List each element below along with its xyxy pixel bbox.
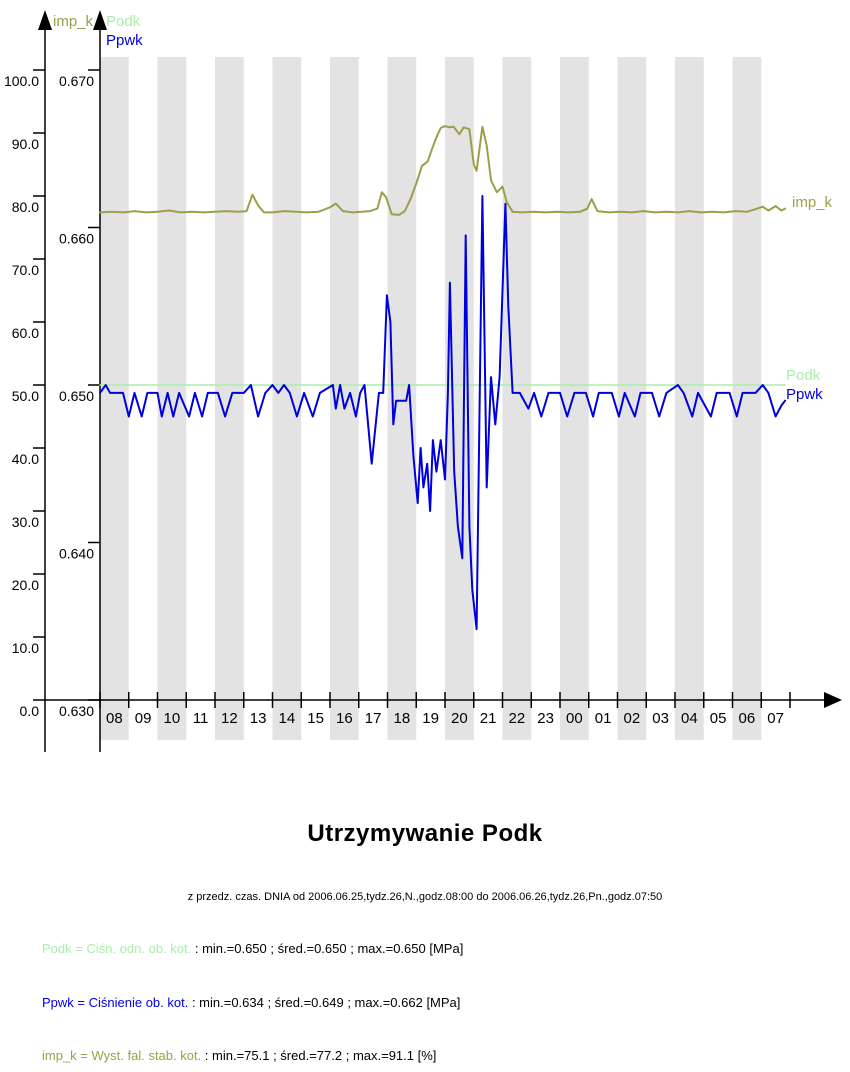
svg-text:imp_k: imp_k xyxy=(53,13,94,30)
svg-text:19: 19 xyxy=(422,710,439,727)
chart-subtitle: z przedz. czas. DNIA od 2006.06.25,tydz.26,N.,godz.08:00 do 2006.06.26,tydz.26,Pn.,godz.07:50 xyxy=(187,891,663,903)
svg-text:imp_k: imp_k xyxy=(792,194,833,211)
svg-text:03: 03 xyxy=(652,710,669,727)
svg-text:22: 22 xyxy=(508,710,526,727)
legend-podk-label: Podk = Ciśn. odn. ob. kot. xyxy=(42,941,192,956)
svg-text:70.0: 70.0 xyxy=(11,262,39,278)
svg-text:0.670: 0.670 xyxy=(58,73,94,89)
svg-text:90.0: 90.0 xyxy=(11,136,39,152)
svg-text:0.650: 0.650 xyxy=(58,388,94,404)
svg-text:11: 11 xyxy=(192,710,209,727)
legend-line-ppwk xyxy=(42,995,802,1010)
svg-text:14: 14 xyxy=(278,710,296,727)
svg-text:21: 21 xyxy=(479,710,497,727)
svg-text:10: 10 xyxy=(163,710,181,727)
svg-text:50.0: 50.0 xyxy=(11,388,39,404)
svg-text:Podk: Podk xyxy=(786,367,821,384)
svg-text:40.0: 40.0 xyxy=(11,451,39,467)
legend-ppwk-stats: : min.=0.634 ; śred.=0.649 ; max.=0.662 [MPa] xyxy=(188,995,461,1010)
svg-text:00: 00 xyxy=(566,710,583,727)
svg-text:18: 18 xyxy=(393,710,411,727)
legend-impk-label: imp_k = Wyst. fal. stab. kot. xyxy=(42,1048,202,1063)
legend-line-podk xyxy=(42,941,802,956)
svg-text:07: 07 xyxy=(767,710,784,727)
legend-podk-stats: : min.=0.650 ; śred.=0.650 ; max.=0.650 [MPa] xyxy=(191,941,464,956)
svg-text:Ppwk: Ppwk xyxy=(106,32,143,49)
svg-text:10.0: 10.0 xyxy=(11,640,39,656)
svg-text:05: 05 xyxy=(709,710,727,727)
svg-text:0.0: 0.0 xyxy=(19,703,39,719)
svg-text:20: 20 xyxy=(451,710,468,727)
svg-text:80.0: 80.0 xyxy=(11,199,39,215)
svg-text:13: 13 xyxy=(249,710,267,727)
svg-text:0.660: 0.660 xyxy=(58,230,94,247)
svg-text:02: 02 xyxy=(623,710,641,727)
svg-text:04: 04 xyxy=(681,710,698,727)
svg-text:Podk: Podk xyxy=(106,13,141,30)
svg-text:0.640: 0.640 xyxy=(58,545,94,562)
svg-text:20.0: 20.0 xyxy=(11,577,39,593)
svg-text:17: 17 xyxy=(364,710,382,727)
svg-text:Ppwk: Ppwk xyxy=(786,386,823,403)
legend-line-impk xyxy=(42,1048,802,1063)
svg-text:09: 09 xyxy=(134,710,152,727)
svg-text:30.0: 30.0 xyxy=(11,514,39,530)
svg-text:0.630: 0.630 xyxy=(58,703,94,719)
svg-text:100.0: 100.0 xyxy=(3,73,39,89)
svg-text:12: 12 xyxy=(221,710,238,727)
svg-text:06: 06 xyxy=(738,710,756,727)
svg-text:60.0: 60.0 xyxy=(11,325,39,341)
svg-text:16: 16 xyxy=(336,710,353,727)
legend-impk-stats: : min.=75.1 ; śred.=77.2 ; max.=91.1 [%] xyxy=(201,1048,437,1063)
svg-text:08: 08 xyxy=(106,710,123,727)
svg-text:23: 23 xyxy=(537,710,554,727)
svg-text:15: 15 xyxy=(307,710,324,727)
svg-text:01: 01 xyxy=(594,710,612,727)
page-title: Utrzymywanie Podk xyxy=(307,820,543,847)
legend-ppwk-label: Ppwk = Ciśnienie ob. kot. xyxy=(42,995,189,1010)
